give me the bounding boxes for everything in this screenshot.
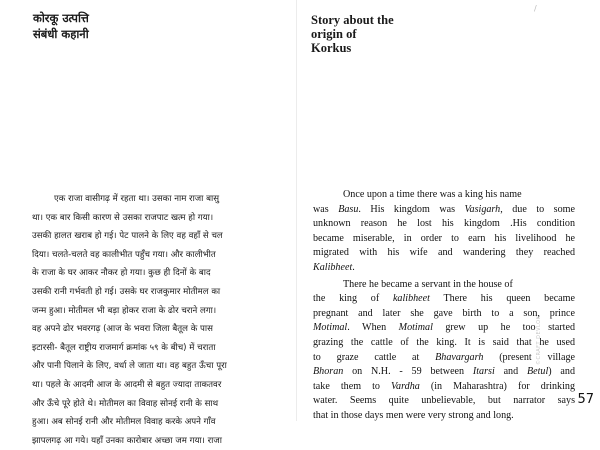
- english-text-line: was Basu. His kingdom was Vasigarh, due to some: [313, 203, 575, 215]
- hindi-title-line: संबंधी कहानी: [33, 27, 89, 41]
- english-text-line: to graze cattle at Bhavargarh (present village: [313, 351, 575, 363]
- hindi-text-line: एक राजा वासीगढ़ में रहता था। उसका नाम राजा बासु: [54, 194, 220, 204]
- english-text-line: Motimal. When Motimal grew up he too started: [313, 322, 575, 334]
- hindi-text-line: उसकी रानी गर्भवती हो गई। उसके घर राजकुमार मोतीमल का: [32, 286, 221, 297]
- english-text-span: Motimal: [398, 322, 433, 334]
- english-text-span: Motimal: [313, 322, 348, 334]
- english-story-text: [313, 188, 575, 424]
- english-text-span: Betul: [526, 366, 549, 378]
- english-text-line: that in those days men were very strong and long.: [313, 409, 514, 421]
- english-text-span: Vasigarh: [464, 203, 501, 215]
- hindi-text-line: था। एक बार किसी कारण से उसका राजपाट खत्म हो गया।: [32, 212, 214, 223]
- hindi-text-line: और पानी पिलाने के लिए, वर्धा ले जाता था। वह बहुत ऊँचा पूरा: [32, 361, 227, 372]
- english-title-line: origin of: [311, 27, 357, 41]
- hindi-text-line: था। पहले के आदमी आज के आदमी से बहुत ज्यादा ताकतवर: [32, 379, 222, 390]
- english-text-line: Once upon a time there was a king his name: [343, 189, 522, 200]
- hindi-title: [33, 10, 89, 42]
- english-text-span: Itarsi: [472, 366, 495, 378]
- english-text-line: pregnant and later she gave birth to a son, prince: [313, 307, 575, 319]
- english-text-span: Vardha: [391, 380, 420, 392]
- english-text-line: Kalibheet.: [313, 261, 355, 273]
- english-title-line: Korkus: [311, 41, 352, 55]
- hindi-text-line: उसकी हालत खराब हो गई। पेट पालने के लिए वह वहाँ से चल: [32, 231, 223, 242]
- english-text-span: Basu: [338, 203, 359, 215]
- english-text-span: kalibheet: [392, 293, 430, 305]
- hindi-text-line: इटारसी- बैतूल राष्ट्रीय राजमार्ग क्रमांक ५९ के बीच) में चराता: [32, 342, 216, 353]
- hindi-text-line: झापलगढ़ आ गये। यहाँ उनका कारोबार अच्छा जम गया। राजा: [32, 435, 222, 446]
- page-divider: [296, 0, 297, 421]
- hindi-text-line: जन्म हुआ। मोतीमल भी बड़ा होकर राजा के ढोर चराने लगा।: [32, 305, 217, 316]
- english-text-line: There he became a servant in the house of: [343, 278, 513, 290]
- english-title: [311, 13, 394, 55]
- english-text-line: migrated with his wife and wandering they reached: [313, 247, 575, 259]
- watermark-text: ©CRAFT DEVLOK: [536, 315, 542, 365]
- english-text-line: Bhoran on N.H. - 59 between Itarsi and Betul) and: [313, 366, 576, 378]
- english-text-line: the king of kalibheet There his queen became: [313, 293, 575, 305]
- hindi-text-line: दिया। चलते-चलते वह कालीभीत पहुँच गया। और कालीभीत: [32, 249, 216, 260]
- hindi-story-text: [32, 190, 288, 450]
- english-text-line: unknown reason he lost his kingdom .His condition: [313, 218, 575, 230]
- hindi-text-line: हुआ। अब सोनई रानी और मोतीमल विवाह करके अपने गाँव: [32, 417, 216, 428]
- hindi-title-line: कोरकू उत्पत्ति: [33, 11, 89, 25]
- english-text-span: Bhoran: [313, 366, 344, 378]
- english-text-line: take them to Vardha (in Maharashtra) for drinking: [313, 380, 575, 392]
- english-text-line: water. Seems quite unbelievable, but narrator says: [313, 395, 575, 407]
- english-text-line: grazing the cattle of the king. It is said that he used: [313, 336, 575, 348]
- english-text-line: became miserable, in order to earn his livelihood he: [313, 232, 575, 244]
- page-number: 57: [577, 392, 594, 407]
- hindi-text-line: वह अपने ढोर भवरगढ़ (आज के भवरा जिला बैतूल के पास: [32, 324, 213, 335]
- corner-mark: /: [534, 4, 537, 13]
- english-title-line: Story about the: [311, 13, 394, 27]
- hindi-text-line: और ऊँचे पूरे होते थे। मोतीमल का विवाह सोनई रानी के साथ: [32, 398, 219, 409]
- english-text-span: Kalibheet: [313, 261, 353, 273]
- hindi-text-line: के राजा के घर आकर नौकर हो गया। कुछ ही दिनों के बाद: [32, 268, 211, 279]
- english-text-span: Bhavargarh: [435, 351, 484, 363]
